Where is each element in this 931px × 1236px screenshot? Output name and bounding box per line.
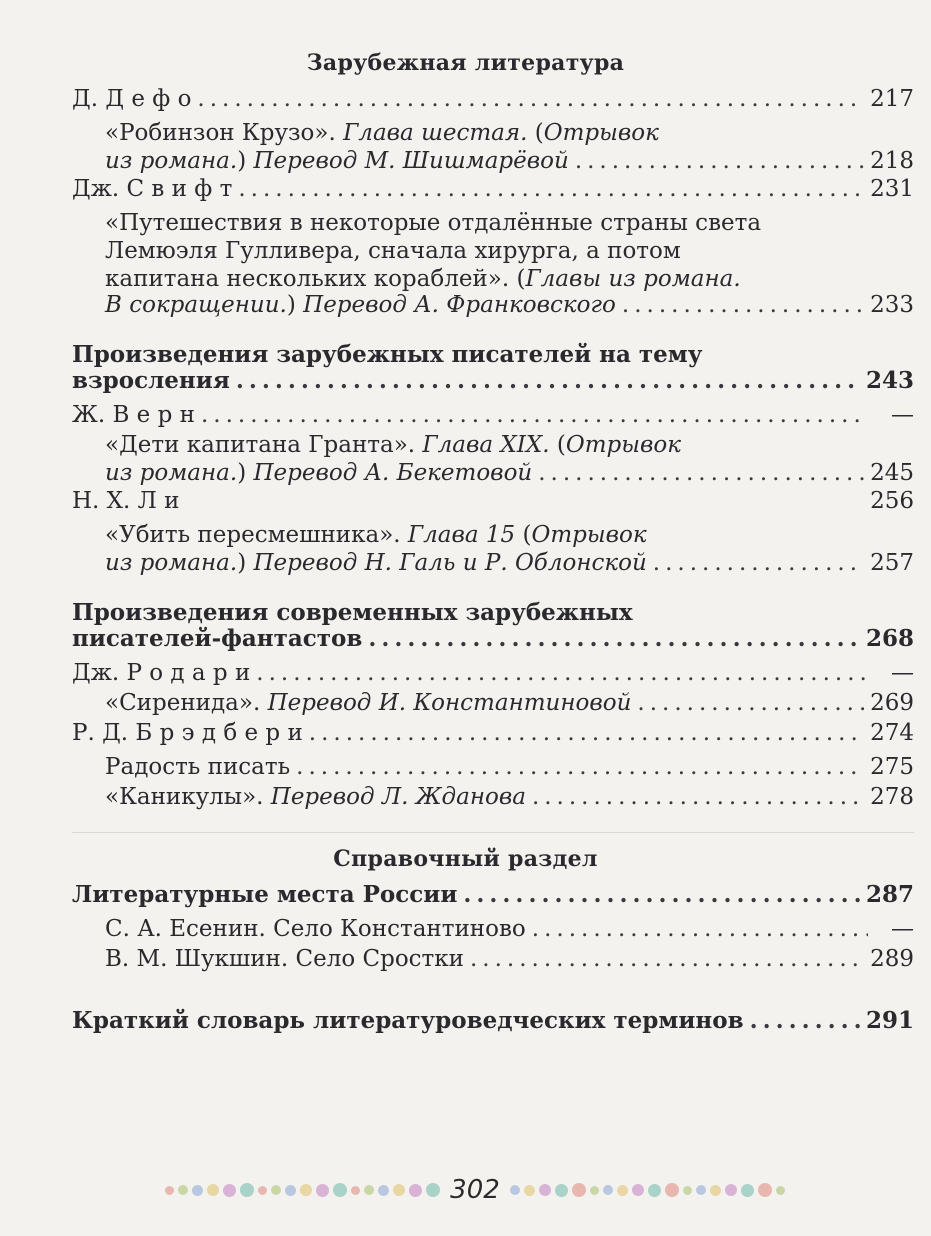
page-number: 245 <box>870 460 914 486</box>
bead-icon <box>683 1186 692 1195</box>
bead-icon <box>572 1183 586 1197</box>
bead-icon <box>240 1183 254 1197</box>
bead-icon <box>351 1186 360 1195</box>
bead-icon <box>333 1183 347 1197</box>
toc-entry-bradbury[interactable]: Р. Д. Б р э д б е р и ..... 274 <box>72 718 914 748</box>
page-number: 256 <box>870 488 914 514</box>
bead-icon <box>603 1185 613 1195</box>
bead-icon <box>271 1185 281 1195</box>
toc-entry-mockingbird-line1: «Убить пересмешника». Глава 15 (Отрывок <box>105 522 647 548</box>
toc-entry-defoe[interactable]: Д. Д е ф о ..... 217 <box>72 84 914 114</box>
bead-icon <box>316 1184 329 1197</box>
page-number: — <box>891 660 914 686</box>
toc-entry-places[interactable]: Литературные места России ..... 287 <box>72 880 914 910</box>
bead-icon <box>524 1185 535 1196</box>
toc-entry-sirenida[interactable]: «Сиренида». Перевод И. Константиновой ..... 269 <box>105 688 914 718</box>
bead-icon <box>285 1185 296 1196</box>
bead-icon <box>741 1184 754 1197</box>
toc-entry-grant[interactable]: из романа.) Перевод А. Бекетовой ..... 245 <box>105 458 914 488</box>
toc-entry-glossary[interactable]: Краткий словарь литературоведческих терминов ..... 291 <box>72 1006 914 1036</box>
bead-icon <box>409 1184 422 1197</box>
page-number: 243 <box>865 367 914 394</box>
bead-icon <box>555 1184 568 1197</box>
toc-entry-robinson-line1: «Робинзон Крузо». Глава шестая. (Отрывок <box>105 120 659 146</box>
bead-icon <box>426 1183 440 1197</box>
bead-icon <box>207 1184 219 1196</box>
toc-entry-gulliver-line2: Лемюэля Гулливера, сначала хирурга, а потом <box>105 238 681 264</box>
toc-entry-robinson[interactable]: из романа.) Перевод М. Шишмарёвой ..... 218 <box>105 146 914 176</box>
decorative-beads-left <box>165 1183 440 1197</box>
section-title-reference: Справочный раздел <box>333 846 598 872</box>
decorative-beads-right <box>510 1183 785 1197</box>
toc-entry-lee[interactable]: Н. Х. Л и 256 <box>72 488 914 514</box>
bead-icon <box>300 1184 312 1196</box>
bead-icon <box>510 1185 520 1195</box>
bead-icon <box>178 1185 188 1195</box>
toc-entry-gulliver[interactable]: В сокращении.) Перевод А. Франковского ..... 233 <box>105 290 914 320</box>
bead-icon <box>665 1183 679 1197</box>
page-number: 274 <box>870 720 914 746</box>
toc-entry-shukshin[interactable]: В. М. Шукшин. Село Сростки ..... 289 <box>105 944 914 974</box>
page-number: 287 <box>865 881 914 908</box>
bead-icon <box>192 1185 203 1196</box>
page-number: — <box>891 916 914 942</box>
bead-icon <box>710 1185 721 1196</box>
page-number: 217 <box>870 86 914 112</box>
toc-entry-joy[interactable]: Радость писать ..... 275 <box>105 752 914 782</box>
bead-icon <box>617 1185 628 1196</box>
page-number: 218 <box>870 148 914 174</box>
page-number: — <box>891 402 914 428</box>
bead-icon <box>648 1184 661 1197</box>
bead-icon <box>776 1186 785 1195</box>
section-title-foreign: Зарубежная литература <box>306 50 625 76</box>
page-number: 289 <box>870 946 914 972</box>
page-number: 269 <box>870 690 914 716</box>
bead-icon <box>378 1185 389 1196</box>
page-number: 231 <box>870 176 914 202</box>
toc-entry-scifi[interactable]: писателей-фантастов ..... 268 <box>72 624 914 654</box>
bead-icon <box>696 1185 706 1195</box>
bead-icon <box>539 1184 551 1196</box>
toc-entry-gulliver-line3: капитана нескольких кораблей». (Главы из романа. <box>105 266 741 292</box>
bead-icon <box>223 1184 236 1197</box>
bead-icon <box>258 1186 267 1195</box>
bead-icon <box>758 1183 772 1197</box>
bead-icon <box>393 1184 405 1196</box>
page-number: 278 <box>870 784 914 810</box>
page-footer <box>60 1170 890 1210</box>
toc-entry-gulliver-line1: «Путешествия в некоторые отдалённые страны света <box>105 210 762 236</box>
toc-entry-holidays[interactable]: «Каникулы». Перевод Л. Жданова ..... 278 <box>105 782 914 812</box>
page-number: 257 <box>870 550 914 576</box>
toc-entry-swift[interactable]: Дж. С в и ф т ..... 231 <box>72 174 914 204</box>
toc-entry-grant-line1: «Дети капитана Гранта». Глава XIX. (Отрывок <box>105 432 681 458</box>
page-number: 291 <box>865 1007 914 1034</box>
toc-entry-coming-of-age[interactable]: взросления ..... 243 <box>72 366 914 396</box>
page-number: 268 <box>865 625 914 652</box>
footer-page-number: 302 <box>450 1175 500 1205</box>
bead-icon <box>590 1186 599 1195</box>
bead-icon <box>364 1185 374 1195</box>
bead-icon <box>725 1184 737 1196</box>
page-number: 233 <box>870 292 914 318</box>
toc-entry-rodari[interactable]: Дж. Р о д а р и ..... — <box>72 658 914 688</box>
toc-entry-mockingbird[interactable]: из романа.) Перевод Н. Галь и Р. Облонской ..... 257 <box>105 548 914 578</box>
toc-entry-esenin[interactable]: С. А. Есенин. Село Константиново ..... — <box>105 914 914 944</box>
toc-entry-verne[interactable]: Ж. В е р н ..... — <box>72 400 914 430</box>
section-scifi-line1: Произведения современных зарубежных <box>72 599 633 626</box>
page-number: 275 <box>870 754 914 780</box>
section-coming-of-age-line1: Произведения зарубежных писателей на тему <box>72 341 703 368</box>
bead-icon <box>165 1186 174 1195</box>
bead-icon <box>632 1184 644 1196</box>
divider <box>72 832 914 833</box>
